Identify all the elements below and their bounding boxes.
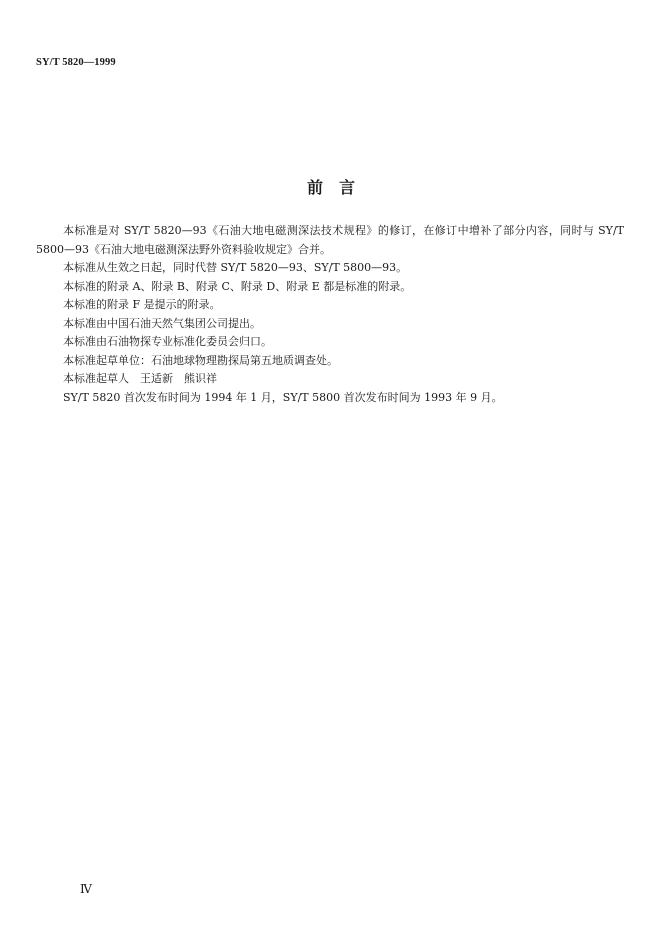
standard-code-header: SY/T 5820—1999: [36, 57, 116, 68]
paragraph-normative-annexes: 本标准的附录 A、附录 B、附录 C、附录 D、附录 E 都是标准的附录。: [63, 279, 412, 293]
page-title: 前 言: [306, 178, 355, 197]
paragraph-informative-annex: 本标准的附录 F 是提示的附录。: [63, 298, 221, 311]
paragraph-proposed-by: 本标准由中国石油天然气集团公司提出。: [63, 316, 261, 330]
paragraph-revision: 本标准是对 SY/T 5820—93《石油大地电磁测深法技术规程》的修订，在修订中增补了部分内容，同时与 SY/T 5800—93《石油大地电磁测深法野外资料验收规定》合并。: [36, 224, 624, 256]
paragraph-under-jurisdiction: 本标准由石油物探专业标准化委员会归口。: [63, 335, 272, 348]
paragraph-replaces: 本标准从生效之日起，同时代替 SY/T 5820—93、SY/T 5800—93。: [63, 261, 408, 274]
paragraph-first-release: SY/T 5820 首次发布时间为 1994 年 1 月，SY/T 5800 首次发布时间为 1993 年 9 月。: [63, 390, 503, 404]
paragraph-drafting-unit: 本标准起草单位：石油地球物理勘探局第五地质调查处。: [63, 353, 338, 367]
foreword-body: [36, 222, 624, 407]
paragraph-drafters: 本标准起草人 王适新 熊识祥: [63, 372, 217, 385]
page-number: Ⅳ: [80, 882, 92, 896]
